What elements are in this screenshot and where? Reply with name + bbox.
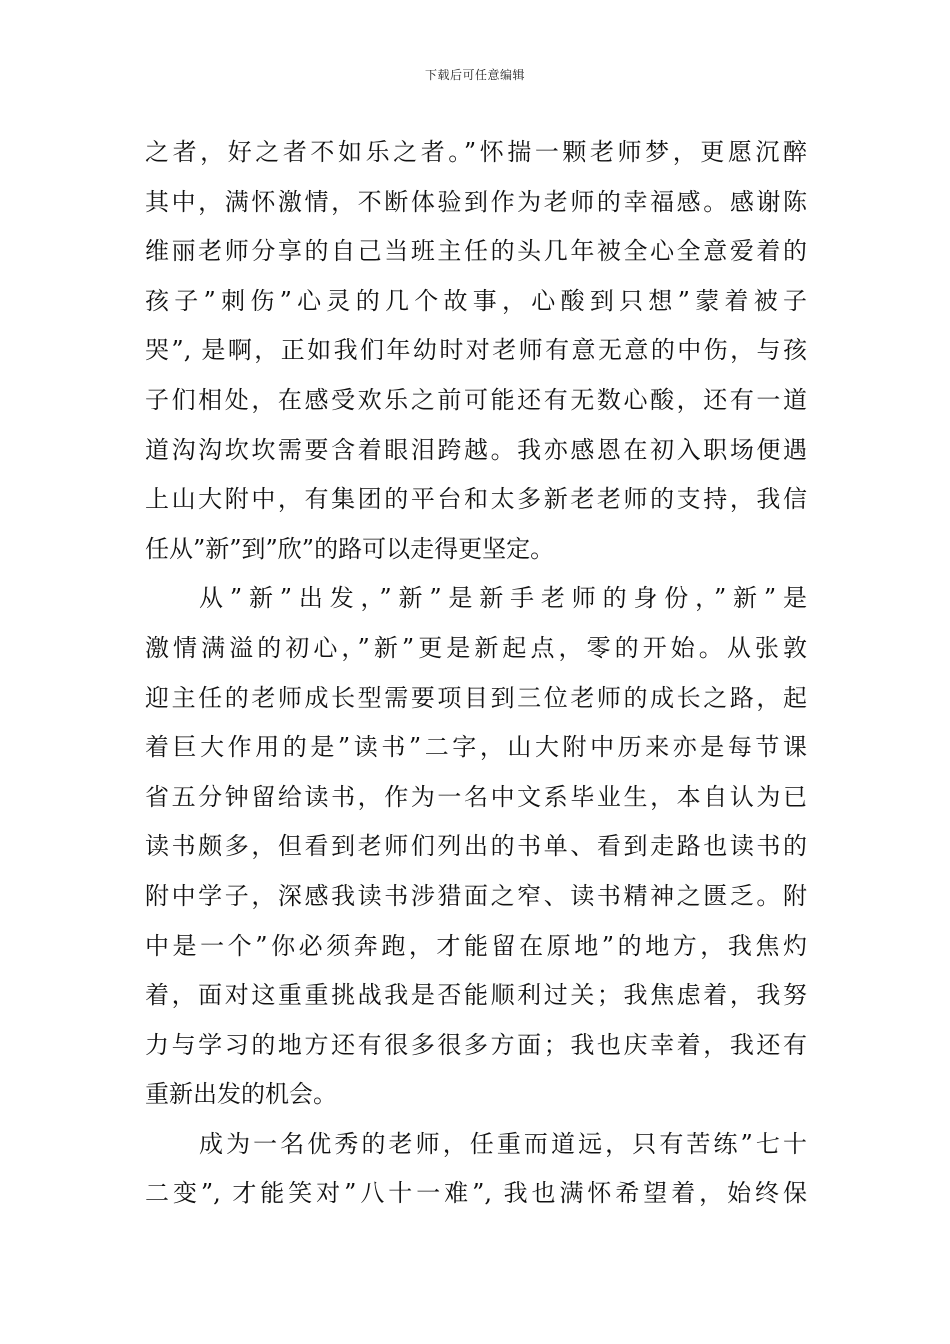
text-line: 上山大附中，有集团的平台和太多新老老师的支持，我信 xyxy=(145,485,807,514)
text-line: 重新出发的机会。 xyxy=(145,1080,337,1109)
document-body xyxy=(145,128,807,1219)
text-line: 着巨大作用的是”读书”二字，山大附中历来亦是每节课 xyxy=(145,733,807,762)
paragraph-start-line: 成为一名优秀的老师，任重而道远，只有苦练”七十 xyxy=(199,1129,807,1158)
text-line: 维丽老师分享的自己当班主任的头几年被全心全意爱着的 xyxy=(145,237,807,266)
text-line: 读书颇多，但看到老师们列出的书单、看到走路也读书的 xyxy=(145,832,807,861)
text-line: 着，面对这重重挑战我是否能顺利过关；我焦虑着，我努 xyxy=(145,981,807,1010)
text-line: 子们相处，在感受欢乐之前可能还有无数心酸，还有一道 xyxy=(145,385,807,414)
paragraph-start-line: 从”新”出发，”新”是新手老师的身份，”新”是 xyxy=(199,584,807,613)
text-line: 之者，好之者不如乐之者。”怀揣一颗老师梦，更愿沉醉 xyxy=(145,138,807,166)
text-line: 孩子”刺伤”心灵的几个故事，心酸到只想”蒙着被子 xyxy=(145,286,807,315)
text-line: 迎主任的老师成长型需要项目到三位老师的成长之路，起 xyxy=(145,683,807,712)
text-line: 激情满溢的初心，”新”更是新起点，零的开始。从张敦 xyxy=(145,633,807,662)
text-line: 二变”, 才能笑对”八十一难”, 我也满怀希望着，始终保 xyxy=(145,1179,807,1208)
text-line: 省五分钟留给读书，作为一名中文系毕业生，本自认为已 xyxy=(145,782,807,811)
page-header: 下载后可任意编辑 xyxy=(424,68,525,82)
text-line: 其中，满怀激情，不断体验到作为老师的幸福感。感谢陈 xyxy=(145,187,807,216)
text-line: 力与学习的地方还有很多很多方面；我也庆幸着，我还有 xyxy=(145,1030,807,1059)
text-line: 哭”, 是啊，正如我们年幼时对老师有意无意的中伤，与孩 xyxy=(145,336,807,365)
text-line: 附中学子，深感我读书涉猎面之窄、读书精神之匮乏。附 xyxy=(145,881,807,910)
text-line: 任从”新”到”欣”的路可以走得更坚定。 xyxy=(145,534,555,563)
text-line: 中是一个”你必须奔跑，才能留在原地”的地方，我焦灼 xyxy=(145,931,807,960)
text-line: 道沟沟坎坎需要含着眼泪跨越。我亦感恩在初入职场便遇 xyxy=(145,435,807,464)
